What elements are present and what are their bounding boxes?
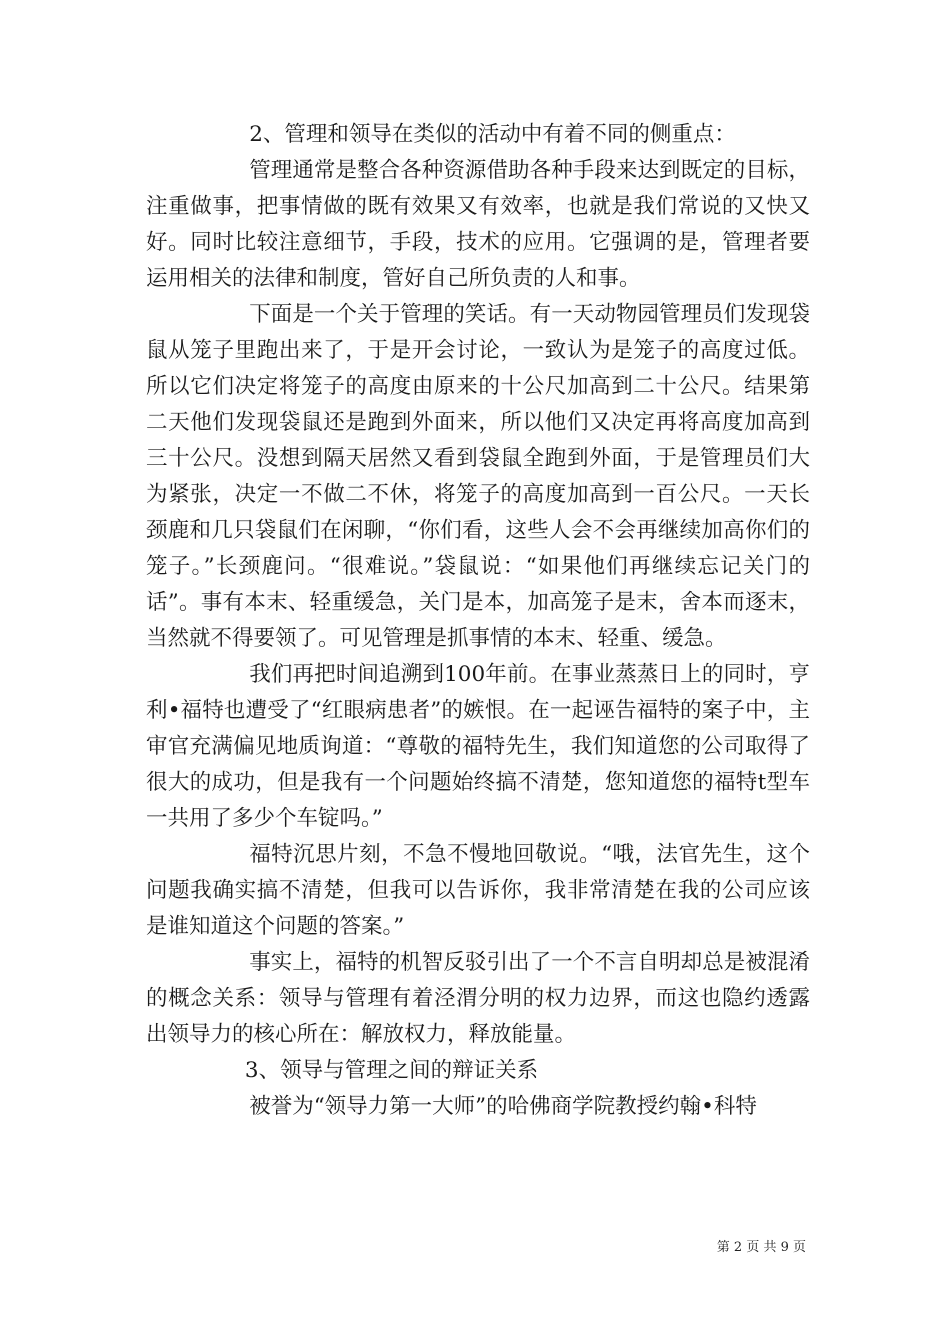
paragraph-management-definition: 管理通常是整合各种资源借助各种手段来达到既定的目标，注重做事，把事情做的既有效果又有效率，也就是我们常说的又快又好。同时比较注意细节，手段，技术的应用。它强调的是，管理者要运用相关的法律和制度，管好自己所负责的人和事。 bbox=[146, 158, 810, 291]
paragraph-ford-history: 我们再把时间追溯到100年前。在事业蒸蒸日上的同时，亨利•福特也遭受了“红眼病患者”的嫉恨。在一起诬告福特的案子中，主审官充满偏见地质询道：“尊敬的福特先生，我们知道您的公司取得了很大的成功，但是我有一个问题始终搞不清楚，您知道您的福特t型车一共用了多少个车锭吗。” bbox=[146, 662, 810, 831]
section-heading-2: 2、管理和领导在类似的活动中有着不同的侧重点： bbox=[249, 122, 736, 147]
paragraph-leadership-boundary: 事实上，福特的机智反驳引出了一个不言自明却总是被混淆的概念关系：领导与管理有着泾渭分明的权力边界，而这也隐约透露出领导力的核心所在：解放权力，释放能量。 bbox=[146, 950, 810, 1047]
paragraph-kangaroo-joke: 下面是一个关于管理的笑话。有一天动物园管理员们发现袋鼠从笼子里跑出来了，于是开会讨论，一致认为是笼子的高度过低。所以它们决定将笼子的高度由原来的十公尺加高到二十公尺。结果第二天他们发现袋鼠还是跑到外面来，所以他们又决定再将高度加高到三十公尺。没想到隔天居然又看到袋鼠全跑到外面，于是管理员们大为紧张，决定一不做二不休，将笼子的高度加高到一百公尺。一天长颈鹿和几只袋鼠们在闲聊，“你们看，这些人会不会再继续加高你们的笼子。”长颈鹿问。“很难说。”袋鼠说：“如果他们再继续忘记关门的话”。事有本末、轻重缓急，关门是本，加高笼子是末，舍本而逐末，当然就不得要领了。可见管理是抓事情的本末、轻重、缓急。 bbox=[146, 302, 810, 651]
section-heading-3: 3、领导与管理之间的辩证关系 bbox=[244, 1058, 539, 1083]
page-number-footer: 第 2 页 共 9 页 bbox=[716, 1240, 806, 1255]
paragraph-kotter: 被誉为“领导力第一大师”的哈佛商学院教授约翰•科特 bbox=[249, 1094, 757, 1119]
paragraph-ford-reply: 福特沉思片刻，不急不慢地回敬说。“哦，法官先生，这个问题我确实搞不清楚，但我可以告诉你，我非常清楚在我的公司应该是谁知道这个问题的答案。” bbox=[146, 842, 810, 939]
document-body bbox=[146, 117, 810, 1125]
